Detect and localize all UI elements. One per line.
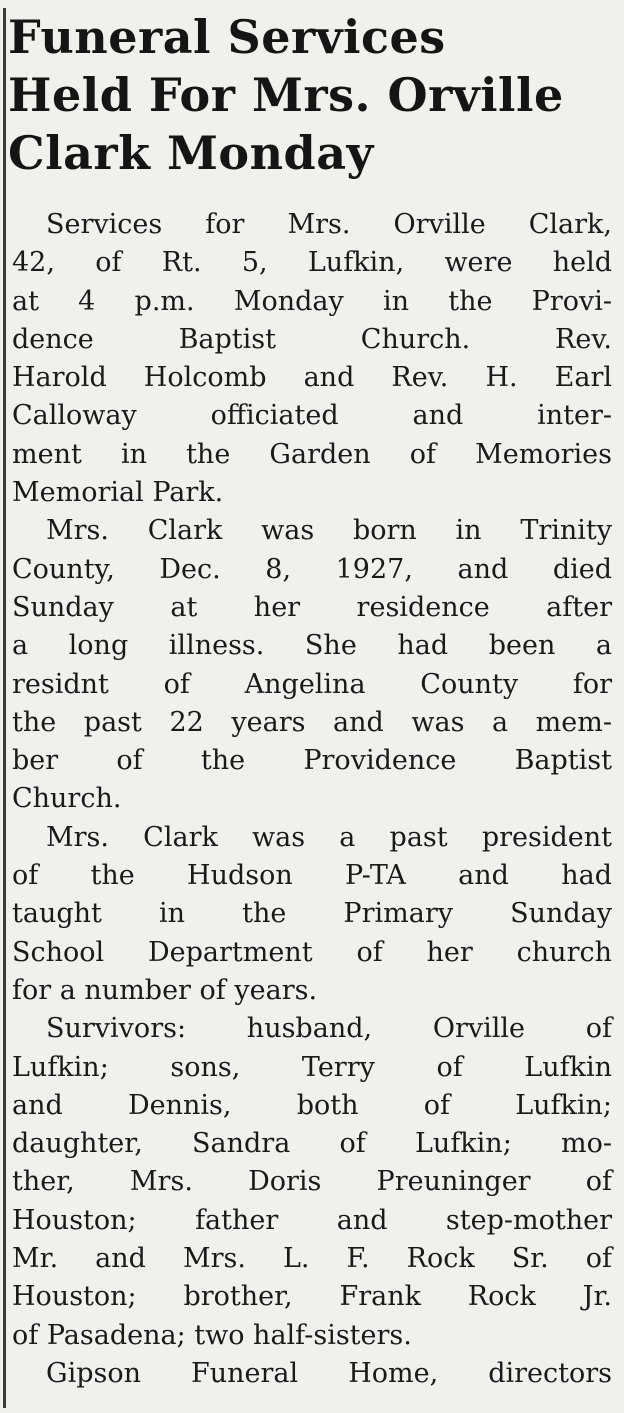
paragraph-funeral-home bbox=[12, 1355, 612, 1393]
text-line: Memorial Park. bbox=[12, 477, 224, 509]
text-line: Survivors: husband, Orville of bbox=[46, 1013, 612, 1045]
text-line: School Department of her church bbox=[12, 936, 612, 968]
paragraph-biography bbox=[12, 512, 612, 818]
text-line: ment in the Garden of Memories bbox=[12, 438, 612, 470]
text-line: daughter, Sandra of Lufkin; mo- bbox=[12, 1128, 612, 1160]
article-body bbox=[12, 206, 612, 1393]
text-line: and Dennis, both of Lufkin; bbox=[12, 1089, 612, 1121]
text-line: dence Baptist Church. Rev. bbox=[12, 323, 612, 355]
text-line: a long illness. She had been a bbox=[12, 630, 612, 662]
headline bbox=[8, 8, 620, 182]
text-line: 42, of Rt. 5, Lufkin, were held bbox=[12, 247, 612, 279]
headline-line: Clark Monday bbox=[8, 126, 374, 180]
headline-line: Held For Mrs. Orville bbox=[8, 68, 564, 122]
text-line: the past 22 years and was a mem- bbox=[12, 706, 612, 738]
text-line: Houston; brother, Frank Rock Jr. bbox=[12, 1281, 612, 1313]
text-line: Lufkin; sons, Terry of Lufkin bbox=[12, 1051, 612, 1083]
text-line: taught in the Primary Sunday bbox=[12, 898, 612, 930]
text-line: of Pasadena; two half-sisters. bbox=[12, 1319, 412, 1351]
text-line: Gipson Funeral Home, directors bbox=[46, 1357, 612, 1389]
text-line: Houston; father and step-mother bbox=[12, 1204, 612, 1236]
paragraph-services bbox=[12, 206, 612, 512]
text-line: Mrs. Clark was born in Trinity bbox=[46, 515, 612, 547]
headline-line: Funeral Services bbox=[8, 10, 446, 64]
text-line: Mr. and Mrs. L. F. Rock Sr. of bbox=[12, 1243, 612, 1275]
text-line: Sunday at her residence after bbox=[12, 591, 612, 623]
paragraph-activities bbox=[12, 819, 612, 1010]
text-line: of the Hudson P-TA and had bbox=[12, 860, 612, 892]
text-line: ber of the Providence Baptist bbox=[12, 745, 612, 777]
text-line: at 4 p.m. Monday in the Provi- bbox=[12, 285, 612, 317]
column-rule bbox=[3, 8, 6, 1408]
text-line: Services for Mrs. Orville Clark, bbox=[46, 209, 612, 240]
text-line: Church. bbox=[12, 783, 122, 815]
text-line: ther, Mrs. Doris Preuninger of bbox=[12, 1166, 612, 1198]
text-line: residnt of Angelina County for bbox=[12, 668, 612, 700]
paragraph-survivors bbox=[12, 1010, 612, 1355]
text-line: Mrs. Clark was a past president bbox=[46, 821, 612, 853]
text-line: for a number of years. bbox=[12, 974, 318, 1006]
text-line: Harold Holcomb and Rev. H. Earl bbox=[12, 362, 612, 394]
text-line: County, Dec. 8, 1927, and died bbox=[12, 553, 612, 585]
text-line: Calloway officiated and inter- bbox=[12, 400, 612, 432]
